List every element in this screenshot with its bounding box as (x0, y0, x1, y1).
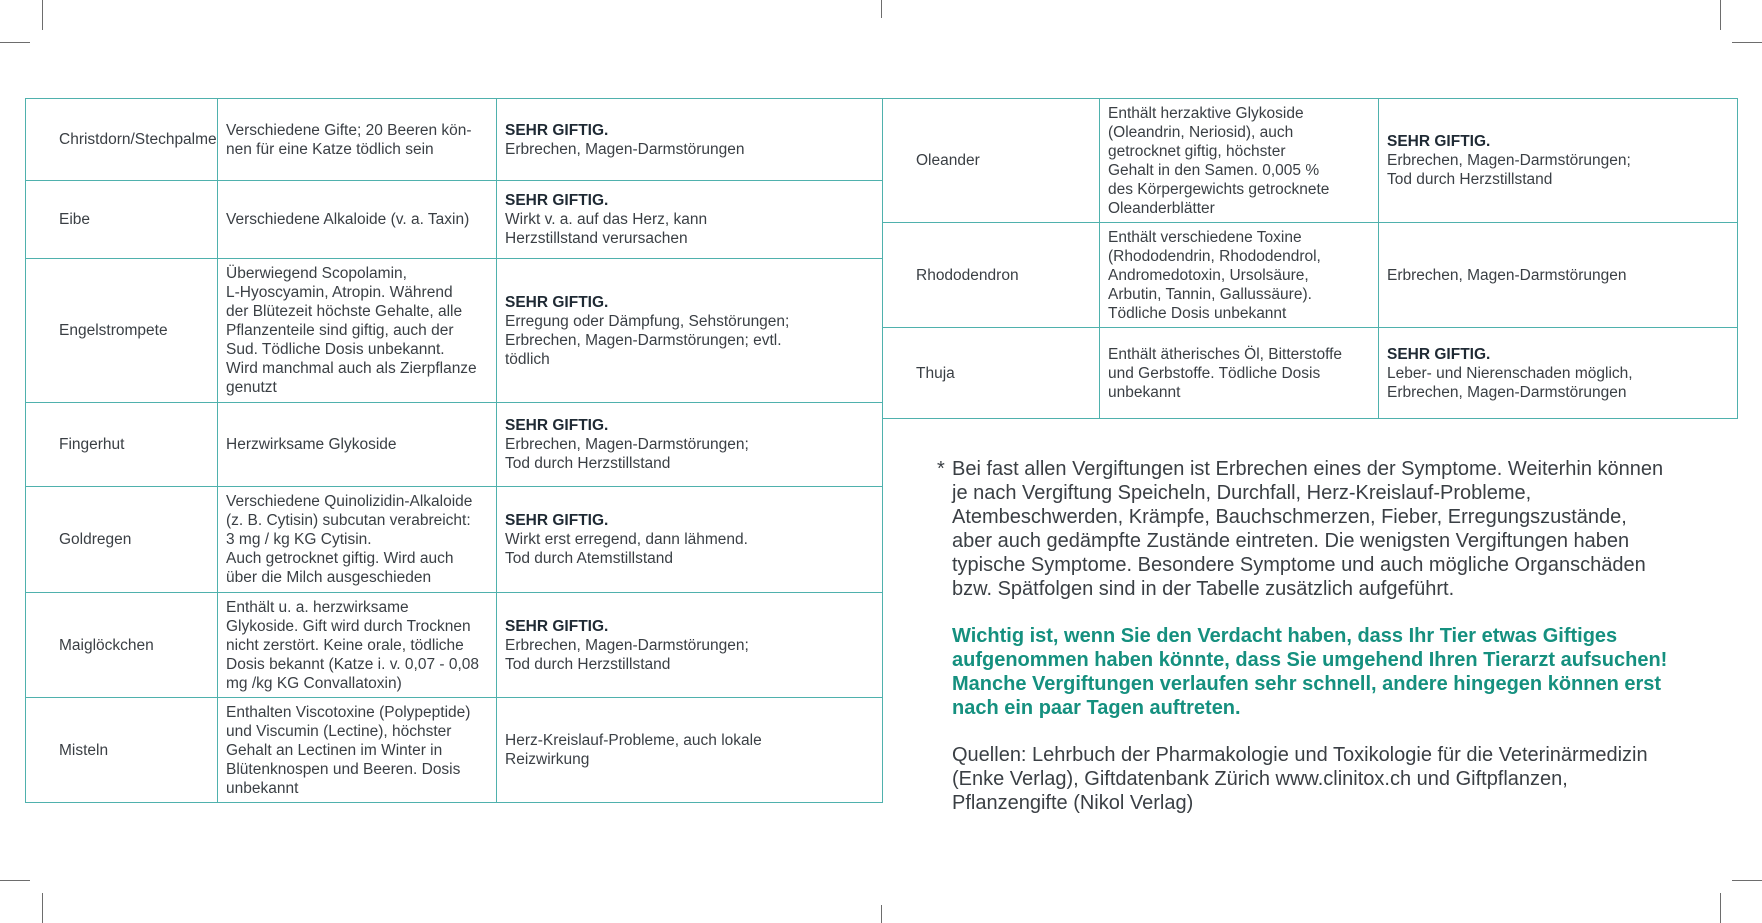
table-row (883, 99, 1738, 223)
plant-name-cell: Rhododendron (883, 223, 1100, 328)
toxin-cell (218, 487, 497, 593)
toxin-text: Verschiedene Quinolizidin-Alkaloide (z. B. Cytisin) subcutan verabreicht: 3 mg / kg KG Cytisin. Auch getrocknet giftig. Wird auch über die Milch ausgeschieden (226, 493, 473, 586)
toxin-cell (218, 403, 497, 487)
plant-name-cell: Misteln (26, 698, 218, 803)
table-row (26, 593, 883, 698)
plant-name-cell: Maiglöckchen (26, 593, 218, 698)
crop-mark (1732, 880, 1762, 881)
sources-note: Quellen: Lehrbuch der Pharmakologie und Toxikologie für die Veterinärmedizin (Enke Verlag), Giftdatenbank Zürich www.clinitox.ch und Giftpflanzen, Pflanzengifte (Nikol Verlag) (952, 744, 1648, 814)
crop-mark (1732, 42, 1762, 43)
table-row (883, 328, 1738, 419)
left-poison-table (25, 98, 883, 803)
toxin-text: Enthält u. a. herzwirksame Glykoside. Gift wird durch Trocknen nicht zerstört. Keine orale, tödliche Dosis bekannt (Katze i. v. 0,07 - 0,08 mg /kg KG Convallatoxin) (226, 598, 480, 692)
warning-label: SEHR GIFTIG. (505, 512, 609, 529)
crop-mark (881, 905, 882, 923)
toxin-text: Herzwirksame Glykoside (226, 436, 397, 453)
effects-text: Erbrechen, Magen-Darmstörungen; Tod durch Herzstillstand (505, 636, 749, 673)
effects-cell (497, 259, 883, 403)
crop-mark (881, 0, 882, 18)
table-row (26, 487, 883, 593)
table-row (26, 698, 883, 803)
toxin-text: Enthält verschiedene Toxine (Rhododendrin, Rhododendrol, Andromedotoxin, Ursolsäure, Arbutin, Tannin, Gallussäure). Tödliche Dosis unbekannt (1108, 228, 1321, 322)
warning-label: SEHR GIFTIG. (505, 617, 609, 635)
important-notice: Wichtig ist, wenn Sie den Verdacht haben, dass Ihr Tier etwas Giftiges aufgenommen haben könnte, dass Sie umgehend Ihren Tierarzt aufsuchen! Manche Vergiftungen verlaufen sehr schnell, andere hingegen können erst nach ein paar Tagen auftreten. (952, 625, 1668, 719)
toxin-text: Enthält ätherisches Öl, Bitterstoffe und Gerbstoffe. Tödliche Dosis unbekannt (1108, 345, 1343, 401)
toxin-text: Enthalten Viscotoxine (Polypeptide) und Viscumin (Lectine), höchster Gehalt an Lectinen im Winter in Blütenknospen und Beeren. Dosis unbekannt (226, 703, 471, 797)
crop-mark (0, 42, 30, 43)
table-row (26, 403, 883, 487)
warning-label: SEHR GIFTIG. (505, 192, 609, 209)
toxin-cell (1100, 223, 1379, 328)
crop-mark (42, 0, 43, 30)
toxin-cell (218, 99, 497, 181)
table-row (26, 259, 883, 403)
symptoms-note: Bei fast allen Vergiftungen ist Erbrechen eines der Symptome. Weiterhin können je nach Vergiftung Speicheln, Durchfall, Herz-Kreislauf-Probleme, Atembeschwerden, Krämpfe, Bauchschmerzen, Fieber, Erregungszustände, aber auch gedämpfte Zustände eintreten. Die wenigsten Vergiftungen haben typische Symptome. Besondere Symptome und auch mögliche Organschäden bzw. Spätfolgen sind in der Tabelle zusätzlich aufgeführt. (952, 458, 1664, 600)
toxin-text: Enthält herzaktive Glykoside (Oleandrin, Neriosid), auch getrocknet giftig, höchster Gehalt in den Samen. 0,005 % des Körpergewichts getrocknete Oleanderblätter (1108, 104, 1330, 217)
crop-mark (42, 893, 43, 923)
crop-mark (1720, 0, 1721, 30)
left-table-body (26, 99, 883, 803)
crop-mark (0, 880, 30, 881)
warning-label: SEHR GIFTIG. (505, 293, 609, 311)
toxin-text: Überwiegend Scopolamin, L-Hyoscyamin, Atropin. Während der Blütezeit höchste Gehalte, alle Pflanzenteile sind giftig, auch der Sud. Tödliche Dosis unbekannt. Wird manchmal auch als Zierpflanze genutzt (226, 265, 477, 396)
toxin-cell (218, 259, 497, 403)
crop-mark (1720, 893, 1721, 923)
plant-name-cell: Thuja (883, 328, 1100, 419)
right-table-body (883, 99, 1738, 419)
toxin-cell (1100, 99, 1379, 223)
warning-label: SEHR GIFTIG. (1387, 133, 1491, 150)
plant-name-cell: Christdorn/Stechpalme (26, 99, 218, 181)
effects-text: Erbrechen, Magen-Darmstörungen; Tod durch Herzstillstand (505, 436, 749, 472)
warning-label: SEHR GIFTIG. (1387, 345, 1491, 363)
toxin-cell (1100, 328, 1379, 419)
effects-text: Erbrechen, Magen-Darmstörungen (505, 140, 745, 158)
effects-cell (497, 99, 883, 181)
plant-name-cell: Goldregen (26, 487, 218, 593)
plant-name-cell: Fingerhut (26, 403, 218, 487)
table-row (26, 181, 883, 259)
effects-cell (497, 487, 883, 593)
plant-name-cell: Eibe (26, 181, 218, 259)
toxin-cell (218, 593, 497, 698)
effects-cell (497, 698, 883, 803)
toxin-text: Verschiedene Gifte; 20 Beeren kön- nen für eine Katze tödlich sein (226, 121, 472, 158)
effects-cell (1379, 328, 1738, 419)
right-poison-table (882, 98, 1738, 419)
warning-label: SEHR GIFTIG. (505, 121, 609, 139)
effects-cell (1379, 99, 1738, 223)
effects-text: Wirkt v. a. auf das Herz, kann Herzstillstand verursachen (505, 211, 708, 247)
toxin-cell (218, 698, 497, 803)
table-row (26, 99, 883, 181)
plant-name-cell: Oleander (883, 99, 1100, 223)
effects-text: Erregung oder Dämpfung, Sehstörungen; Erbrechen, Magen-Darmstörungen; evtl. tödlich (505, 312, 790, 368)
effects-cell (1379, 223, 1738, 328)
toxin-cell (218, 181, 497, 259)
notes-section (937, 457, 1672, 838)
plant-name-cell: Engelstrompete (26, 259, 218, 403)
effects-text: Erbrechen, Magen-Darmstörungen (1387, 266, 1627, 284)
effects-cell (497, 403, 883, 487)
toxin-text: Verschiedene Alkaloide (v. a. Taxin) (226, 211, 470, 228)
effects-cell (497, 181, 883, 259)
footnote-asterisk: * (937, 458, 945, 480)
effects-text: Erbrechen, Magen-Darmstörungen; Tod durch Herzstillstand (1387, 152, 1631, 188)
effects-text: Leber- und Nierenschaden möglich, Erbrechen, Magen-Darmstörungen (1387, 364, 1633, 401)
warning-label: SEHR GIFTIG. (505, 417, 609, 434)
table-row (883, 223, 1738, 328)
effects-text: Herz-Kreislauf-Probleme, auch lokale Reizwirkung (505, 732, 762, 768)
effects-cell (497, 593, 883, 698)
effects-text: Wirkt erst erregend, dann lähmend. Tod durch Atemstillstand (505, 531, 748, 567)
